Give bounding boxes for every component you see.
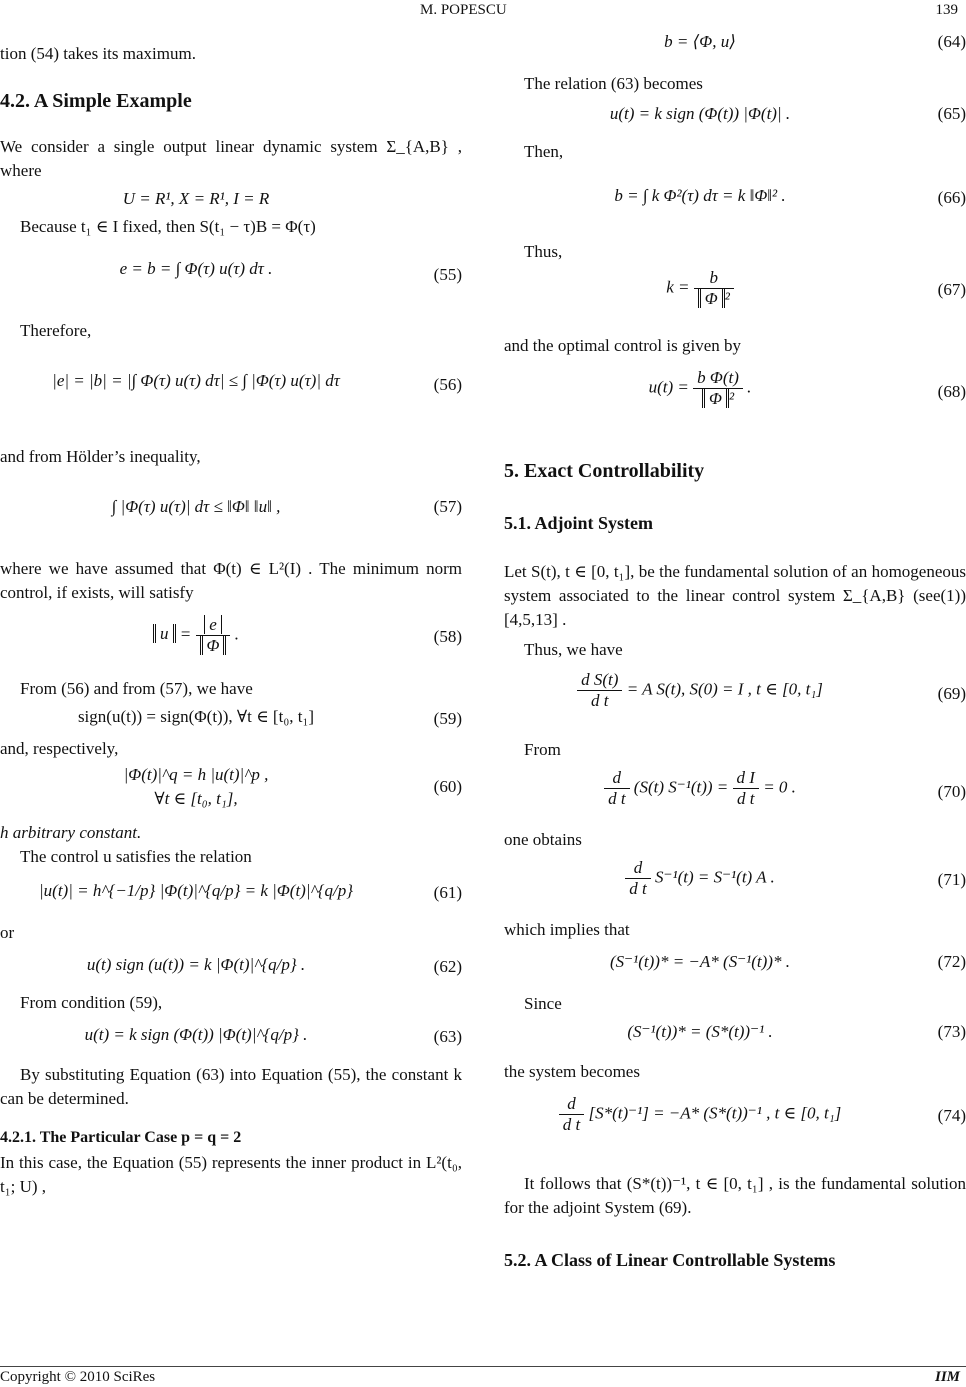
paragraph: It follows that (S*(t))⁻¹, t ∈ [0, t₁] , is the fundamental solution for the adjoint System (69).	[504, 1174, 966, 1217]
paragraph: Thus,	[524, 242, 563, 261]
right-column	[504, 28, 966, 1271]
journal-abbrev: IIM	[934, 1369, 960, 1385]
equation-68: u(t) = $\frac{\text{b Φ(t)}}{\text{Φ ²}}$ . (68)	[648, 368, 966, 408]
paragraph: From (56) and from (57), we have	[20, 679, 253, 698]
section-heading: 5. Exact Controllability	[504, 460, 705, 482]
paragraph: The control u satisfies the relation	[20, 847, 252, 866]
paragraph: where we have assumed that Φ(t) ∈ L²(I) . The minimum norm control, if exists, will satisfy	[0, 559, 462, 602]
paragraph: or	[0, 923, 15, 942]
paragraph: the system becomes	[504, 1062, 640, 1081]
equation-56: |e| = |b| = |∫ Φ(τ) u(τ) dτ| ≤ ∫ |Φ(τ) u(τ)| dτ (56)	[52, 371, 462, 394]
page-header	[0, 0, 966, 24]
paragraph: From	[524, 740, 561, 759]
equation-57: ∫ |Φ(τ) u(τ)| dτ ≤ ‖Φ‖ ‖u‖ , (57)	[111, 497, 462, 516]
subsection-heading: 4.2.1. The Particular Case p = q = 2	[0, 1129, 242, 1146]
equation-65: u(t) = k sign (Φ(t)) |Φ(t)| . (65)	[609, 104, 966, 123]
equation-55: e = b = ∫ Φ(τ) u(τ) dτ . (55)	[119, 259, 462, 284]
paragraph: and, respectively,	[0, 739, 119, 758]
paragraph: Thus, we have	[524, 640, 623, 659]
paragraph: Since	[524, 994, 562, 1013]
paragraph: Therefore,	[20, 321, 92, 340]
subsection-heading: 5.2. A Class of Linear Controllable Systems	[504, 1250, 836, 1270]
section-heading: 4.2. A Simple Example	[0, 90, 192, 112]
equation-67: k = $\frac{b}{\text{Φ ²}}$ (67)	[666, 268, 966, 308]
paragraph: Then,	[524, 142, 564, 161]
paragraph: By substituting Equation (63) into Equation (55), the constant k can be determined.	[0, 1065, 462, 1108]
equation: U = R¹, X = R¹, I = R	[122, 189, 270, 208]
equation-59: sign(u(t)) = sign(Φ(t)), ∀t ∈ [t₀, t₁] (59)	[77, 707, 462, 728]
paragraph: and from Hölder’s inequality,	[0, 447, 201, 466]
equation-60: |Φ(t)|^q = h |u(t)|^p , ∀t ∈ [t₀, t₁], (60)	[123, 765, 462, 808]
subsection-heading: 5.1. Adjoint System	[504, 513, 654, 533]
copyright-line: Copyright © 2010 SciRes	[0, 1369, 156, 1385]
equation-69: $\frac{\text{d S(t)}}{\text{d t}}$ = A S(t), S(0) = I , t ∈ [0, t₁] (69)	[504, 662, 966, 738]
running-head-author: M. POPESCU	[420, 2, 507, 18]
paragraph: tion (54) takes its maximum.	[0, 44, 196, 63]
equation-72: (S⁻¹(t))* = −A* (S⁻¹(t))* . (72)	[610, 952, 966, 971]
paragraph: Because t₁ ∈ I fixed, then S(t₁ − τ)B = Φ(τ)	[20, 217, 316, 236]
equation-70: $\frac{d}{\text{d t}}$ (S(t) S⁻¹(t)) = $\frac{\text{d I}}{\text{d t}}$ = 0 . (70)	[504, 762, 966, 828]
equation-73: (S⁻¹(t))* = (S*(t))⁻¹ . (73)	[627, 1022, 966, 1041]
left-column	[0, 28, 462, 1199]
equation-61: |u(t)| = h^{−1/p} |Φ(t)|^{q/p} = k |Φ(t)|^{q/p} (61)	[39, 881, 462, 902]
paragraph: Let S(t), t ∈ [0, t₁], be the fundamental solution of an homogeneous system associated to the linear control system Σ_{A,B} (see(1)) [4,5,13] .	[504, 562, 966, 629]
paragraph: and the optimal control is given by	[504, 336, 742, 355]
paragraph: one obtains	[504, 830, 582, 849]
paragraph: We consider a single output linear dynamic system Σ_{A,B} , where	[0, 137, 462, 180]
equation-71: $\frac{d}{\text{d t}}$ S⁻¹(t) = S⁻¹(t) A . (71)	[504, 852, 966, 918]
page-number: 139	[935, 2, 958, 18]
equation-62: u(t) sign (u(t)) = k |Φ(t)|^{q/p} . (62)	[86, 955, 462, 976]
equation-58: u = $\frac{e}{\Phi}$ . (58)	[0, 605, 462, 677]
paragraph: From condition (59),	[20, 993, 163, 1012]
paragraph: which implies that	[504, 920, 630, 939]
equation-66: b = ∫ k Φ²(τ) dτ = k ‖Φ‖² . (66)	[614, 186, 966, 207]
paragraph: The relation (63) becomes	[524, 74, 703, 93]
page-footer	[0, 1366, 966, 1387]
equation-74: $\frac{d}{\text{d t}}$ [S*(t)⁻¹] = −A* (S*(t))⁻¹ , t ∈ [0, t₁] (74)	[504, 1084, 966, 1158]
paragraph: In this case, the Equation (55) represents the inner product in L²(t₀, t₁; U) ,	[0, 1153, 462, 1196]
paragraph: h arbitrary constant.	[0, 823, 142, 842]
equation-64: b = ⟨Φ, u⟩ (64)	[664, 32, 966, 51]
equation-63: u(t) = k sign (Φ(t)) |Φ(t)|^{q/p} . (63)	[84, 1025, 462, 1046]
